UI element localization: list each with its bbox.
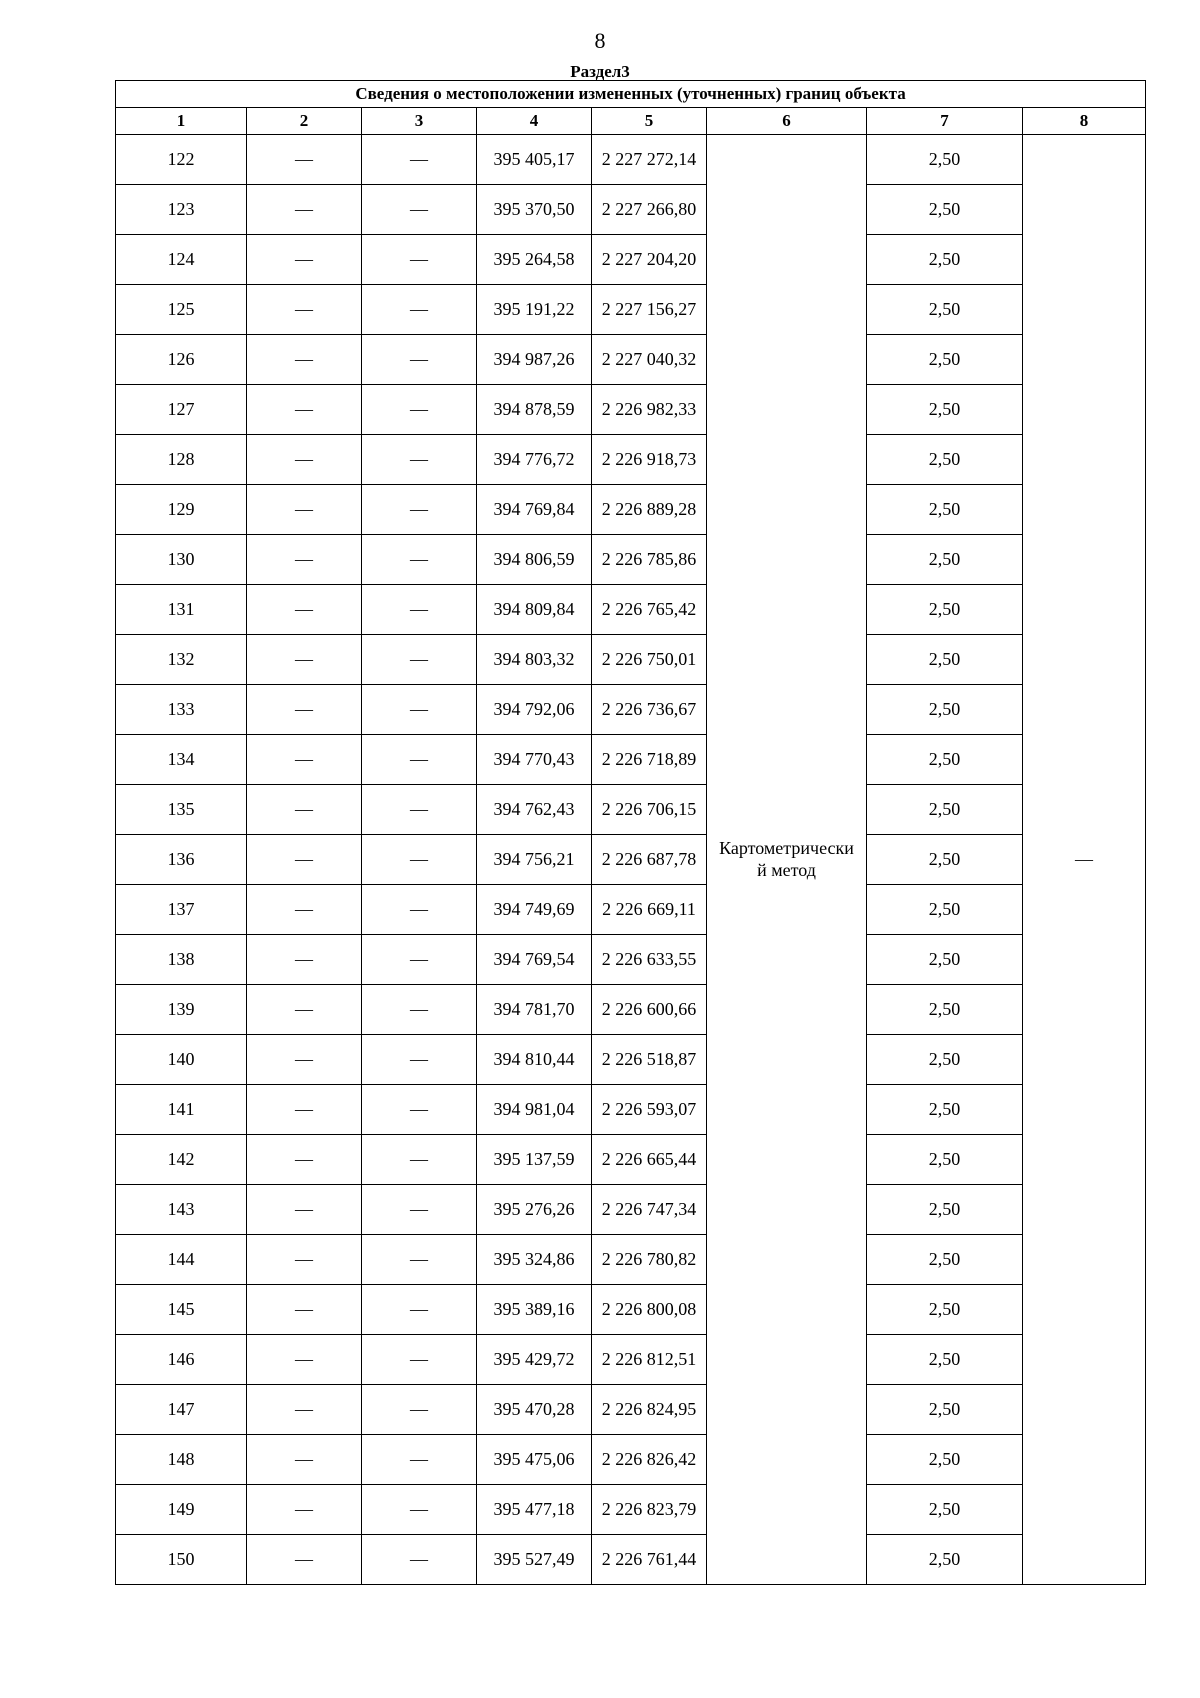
dash-cell: — (247, 735, 362, 785)
y-coordinate-cell: 2 227 204,20 (592, 235, 707, 285)
x-coordinate-cell: 394 810,44 (477, 1035, 592, 1085)
table-row (116, 685, 1146, 735)
accuracy-cell: 2,50 (867, 585, 1023, 635)
dash-cell: — (247, 935, 362, 985)
accuracy-cell: 2,50 (867, 135, 1023, 185)
dash-cell: — (362, 1385, 477, 1435)
column-header: 8 (1023, 108, 1146, 135)
accuracy-cell: 2,50 (867, 735, 1023, 785)
x-coordinate-cell: 395 370,50 (477, 185, 592, 235)
x-coordinate-cell: 394 769,84 (477, 485, 592, 535)
y-coordinate-cell: 2 226 780,82 (592, 1235, 707, 1285)
table-row (116, 585, 1146, 635)
point-number-cell: 129 (116, 485, 247, 535)
table-row (116, 1035, 1146, 1085)
y-coordinate-cell: 2 226 736,67 (592, 685, 707, 735)
x-coordinate-cell: 395 477,18 (477, 1485, 592, 1535)
x-coordinate-cell: 394 769,54 (477, 935, 592, 985)
y-coordinate-cell: 2 227 156,27 (592, 285, 707, 335)
table-row (116, 885, 1146, 935)
dash-cell: — (247, 1335, 362, 1385)
dash-cell: — (362, 1535, 477, 1585)
dash-cell: — (362, 685, 477, 735)
x-coordinate-cell: 394 762,43 (477, 785, 592, 835)
point-number-cell: 124 (116, 235, 247, 285)
y-coordinate-cell: 2 226 518,87 (592, 1035, 707, 1085)
point-number-cell: 144 (116, 1235, 247, 1285)
y-coordinate-cell: 2 226 593,07 (592, 1085, 707, 1135)
dash-cell: — (362, 1135, 477, 1185)
dash-cell: — (362, 235, 477, 285)
table-row (116, 785, 1146, 835)
dash-cell: — (362, 185, 477, 235)
dash-cell: — (362, 1185, 477, 1235)
dash-cell: — (247, 1035, 362, 1085)
accuracy-cell: 2,50 (867, 1235, 1023, 1285)
table-row (116, 835, 1146, 885)
column-header: 4 (477, 108, 592, 135)
dash-cell: — (247, 1185, 362, 1235)
table-row (116, 135, 1146, 185)
x-coordinate-cell: 394 803,32 (477, 635, 592, 685)
dash-cell: — (362, 885, 477, 935)
point-number-cell: 149 (116, 1485, 247, 1535)
dash-cell: — (362, 935, 477, 985)
table-row (116, 1235, 1146, 1285)
dash-cell: — (362, 535, 477, 585)
point-number-cell: 143 (116, 1185, 247, 1235)
dash-cell: — (362, 435, 477, 485)
accuracy-cell: 2,50 (867, 835, 1023, 885)
x-coordinate-cell: 394 981,04 (477, 1085, 592, 1135)
table-row (116, 535, 1146, 585)
x-coordinate-cell: 395 191,22 (477, 285, 592, 335)
accuracy-cell: 2,50 (867, 435, 1023, 485)
table-row (116, 1535, 1146, 1585)
accuracy-cell: 2,50 (867, 635, 1023, 685)
table-row (116, 285, 1146, 335)
column-header: 5 (592, 108, 707, 135)
point-number-cell: 130 (116, 535, 247, 585)
dash-cell: — (362, 485, 477, 535)
dash-cell: — (247, 1435, 362, 1485)
x-coordinate-cell: 395 389,16 (477, 1285, 592, 1335)
accuracy-cell: 2,50 (867, 185, 1023, 235)
y-coordinate-cell: 2 227 272,14 (592, 135, 707, 185)
y-coordinate-cell: 2 226 826,42 (592, 1435, 707, 1485)
point-number-cell: 138 (116, 935, 247, 985)
dash-cell: — (247, 1485, 362, 1535)
table-row (116, 185, 1146, 235)
y-coordinate-cell: 2 226 747,34 (592, 1185, 707, 1235)
table-row (116, 1335, 1146, 1385)
point-number-cell: 134 (116, 735, 247, 785)
accuracy-cell: 2,50 (867, 1135, 1023, 1185)
y-coordinate-cell: 2 226 665,44 (592, 1135, 707, 1185)
dash-cell: — (247, 235, 362, 285)
dash-cell: — (362, 585, 477, 635)
dash-cell: — (362, 1435, 477, 1485)
x-coordinate-cell: 395 276,26 (477, 1185, 592, 1235)
dash-cell: — (247, 1085, 362, 1135)
point-number-cell: 128 (116, 435, 247, 485)
table-row (116, 1385, 1146, 1435)
point-number-cell: 147 (116, 1385, 247, 1435)
x-coordinate-cell: 394 809,84 (477, 585, 592, 635)
x-coordinate-cell: 395 264,58 (477, 235, 592, 285)
table-row (116, 485, 1146, 535)
x-coordinate-cell: 394 770,43 (477, 735, 592, 785)
y-coordinate-cell: 2 226 812,51 (592, 1335, 707, 1385)
dash-cell: — (247, 285, 362, 335)
y-coordinate-cell: 2 227 040,32 (592, 335, 707, 385)
method-text: Картометрически й метод (719, 837, 854, 880)
y-coordinate-cell: 2 226 750,01 (592, 635, 707, 685)
y-coordinate-cell: 2 226 889,28 (592, 485, 707, 535)
dash-cell: — (362, 785, 477, 835)
dash-cell: — (247, 335, 362, 385)
dash-cell: — (247, 1385, 362, 1435)
y-coordinate-cell: 2 226 718,89 (592, 735, 707, 785)
x-coordinate-cell: 394 776,72 (477, 435, 592, 485)
dash-cell: — (247, 435, 362, 485)
dash-cell: — (247, 1535, 362, 1585)
y-coordinate-cell: 2 226 918,73 (592, 435, 707, 485)
point-number-cell: 123 (116, 185, 247, 235)
dash-cell: — (247, 485, 362, 535)
table-row (116, 1135, 1146, 1185)
point-number-cell: 132 (116, 635, 247, 685)
point-number-cell: 127 (116, 385, 247, 435)
coordinates-table (115, 80, 1146, 1585)
dash-cell: — (362, 985, 477, 1035)
point-number-cell: 133 (116, 685, 247, 735)
x-coordinate-cell: 394 806,59 (477, 535, 592, 585)
x-coordinate-cell: 394 749,69 (477, 885, 592, 935)
accuracy-cell: 2,50 (867, 235, 1023, 285)
y-coordinate-cell: 2 226 706,15 (592, 785, 707, 835)
accuracy-cell: 2,50 (867, 685, 1023, 735)
x-coordinate-cell: 395 324,86 (477, 1235, 592, 1285)
y-coordinate-cell: 2 227 266,80 (592, 185, 707, 235)
y-coordinate-cell: 2 226 823,79 (592, 1485, 707, 1535)
accuracy-cell: 2,50 (867, 1185, 1023, 1235)
dash-cell: — (362, 385, 477, 435)
table-row (116, 1435, 1146, 1485)
x-coordinate-cell: 395 429,72 (477, 1335, 592, 1385)
point-number-cell: 148 (116, 1435, 247, 1485)
dash-cell: — (362, 285, 477, 335)
x-coordinate-cell: 394 781,70 (477, 985, 592, 1035)
accuracy-cell: 2,50 (867, 1435, 1023, 1485)
point-number-cell: 126 (116, 335, 247, 385)
dash-cell: — (247, 785, 362, 835)
x-coordinate-cell: 394 878,59 (477, 385, 592, 435)
page-number: 8 (594, 28, 606, 53)
accuracy-cell: 2,50 (867, 285, 1023, 335)
table-row (116, 1185, 1146, 1235)
table-row (116, 1485, 1146, 1535)
y-coordinate-cell: 2 226 800,08 (592, 1285, 707, 1335)
dash-cell: — (247, 1235, 362, 1285)
method-cell (707, 135, 867, 1585)
table-row (116, 385, 1146, 435)
accuracy-cell: 2,50 (867, 1335, 1023, 1385)
dash-cell: — (247, 135, 362, 185)
accuracy-cell: 2,50 (867, 1535, 1023, 1585)
y-coordinate-cell: 2 226 600,66 (592, 985, 707, 1035)
point-number-cell: 122 (116, 135, 247, 185)
accuracy-cell: 2,50 (867, 385, 1023, 435)
y-coordinate-cell: 2 226 669,11 (592, 885, 707, 935)
accuracy-cell: 2,50 (867, 1285, 1023, 1335)
accuracy-cell: 2,50 (867, 885, 1023, 935)
x-coordinate-cell: 394 792,06 (477, 685, 592, 735)
point-number-cell: 142 (116, 1135, 247, 1185)
point-number-cell: 125 (116, 285, 247, 335)
table-row (116, 985, 1146, 1035)
dash-cell: — (362, 1035, 477, 1085)
dash-cell: — (247, 385, 362, 435)
y-coordinate-cell: 2 226 765,42 (592, 585, 707, 635)
dash-cell: — (247, 535, 362, 585)
table-row (116, 435, 1146, 485)
point-number-cell: 146 (116, 1335, 247, 1385)
accuracy-cell: 2,50 (867, 935, 1023, 985)
dash-cell: — (362, 1285, 477, 1335)
accuracy-cell: 2,50 (867, 1385, 1023, 1435)
point-number-cell: 141 (116, 1085, 247, 1135)
table-row (116, 735, 1146, 785)
column-header: 6 (707, 108, 867, 135)
x-coordinate-cell: 394 756,21 (477, 835, 592, 885)
dash-cell: — (362, 635, 477, 685)
x-coordinate-cell: 395 475,06 (477, 1435, 592, 1485)
table-row (116, 235, 1146, 285)
dash-cell: — (247, 985, 362, 1035)
x-coordinate-cell: 395 527,49 (477, 1535, 592, 1585)
accuracy-cell: 2,50 (867, 535, 1023, 585)
dash-cell: — (362, 1485, 477, 1535)
point-number-cell: 135 (116, 785, 247, 835)
x-coordinate-cell: 395 470,28 (477, 1385, 592, 1435)
dash-cell: — (247, 635, 362, 685)
table-row (116, 935, 1146, 985)
dash-cell: — (247, 835, 362, 885)
accuracy-cell: 2,50 (867, 1035, 1023, 1085)
column-8-cell: — (1023, 135, 1146, 1585)
dash-cell: — (362, 1335, 477, 1385)
table-row (116, 335, 1146, 385)
section-title: Раздел3 (570, 62, 630, 81)
point-number-cell: 145 (116, 1285, 247, 1335)
point-number-cell: 137 (116, 885, 247, 935)
accuracy-cell: 2,50 (867, 485, 1023, 535)
y-coordinate-cell: 2 226 982,33 (592, 385, 707, 435)
table-row (116, 635, 1146, 685)
dash-cell: — (247, 1285, 362, 1335)
accuracy-cell: 2,50 (867, 785, 1023, 835)
point-number-cell: 150 (116, 1535, 247, 1585)
dash-cell: — (362, 735, 477, 785)
table-row (116, 1285, 1146, 1335)
column-header: 3 (362, 108, 477, 135)
point-number-cell: 139 (116, 985, 247, 1035)
y-coordinate-cell: 2 226 687,78 (592, 835, 707, 885)
point-number-cell: 136 (116, 835, 247, 885)
accuracy-cell: 2,50 (867, 1085, 1023, 1135)
x-coordinate-cell: 395 405,17 (477, 135, 592, 185)
accuracy-cell: 2,50 (867, 985, 1023, 1035)
dash-cell: — (247, 585, 362, 635)
accuracy-cell: 2,50 (867, 335, 1023, 385)
table-body (116, 135, 1146, 1585)
point-number-cell: 140 (116, 1035, 247, 1085)
dash-cell: — (247, 885, 362, 935)
column-header: 1 (116, 108, 247, 135)
dash-cell: — (247, 185, 362, 235)
y-coordinate-cell: 2 226 633,55 (592, 935, 707, 985)
dash-cell: — (247, 685, 362, 735)
dash-cell: — (362, 835, 477, 885)
x-coordinate-cell: 395 137,59 (477, 1135, 592, 1185)
dash-cell: — (247, 1135, 362, 1185)
y-coordinate-cell: 2 226 824,95 (592, 1385, 707, 1435)
x-coordinate-cell: 394 987,26 (477, 335, 592, 385)
dash-cell: — (362, 1085, 477, 1135)
dash-cell: — (362, 335, 477, 385)
dash-cell: — (362, 1235, 477, 1285)
y-coordinate-cell: 2 226 785,86 (592, 535, 707, 585)
table-row (116, 1085, 1146, 1135)
table-title: Сведения о местоположении измененных (уточненных) границ объекта (116, 81, 1146, 108)
y-coordinate-cell: 2 226 761,44 (592, 1535, 707, 1585)
column-header: 7 (867, 108, 1023, 135)
dash-cell: — (362, 135, 477, 185)
accuracy-cell: 2,50 (867, 1485, 1023, 1535)
column-header: 2 (247, 108, 362, 135)
point-number-cell: 131 (116, 585, 247, 635)
